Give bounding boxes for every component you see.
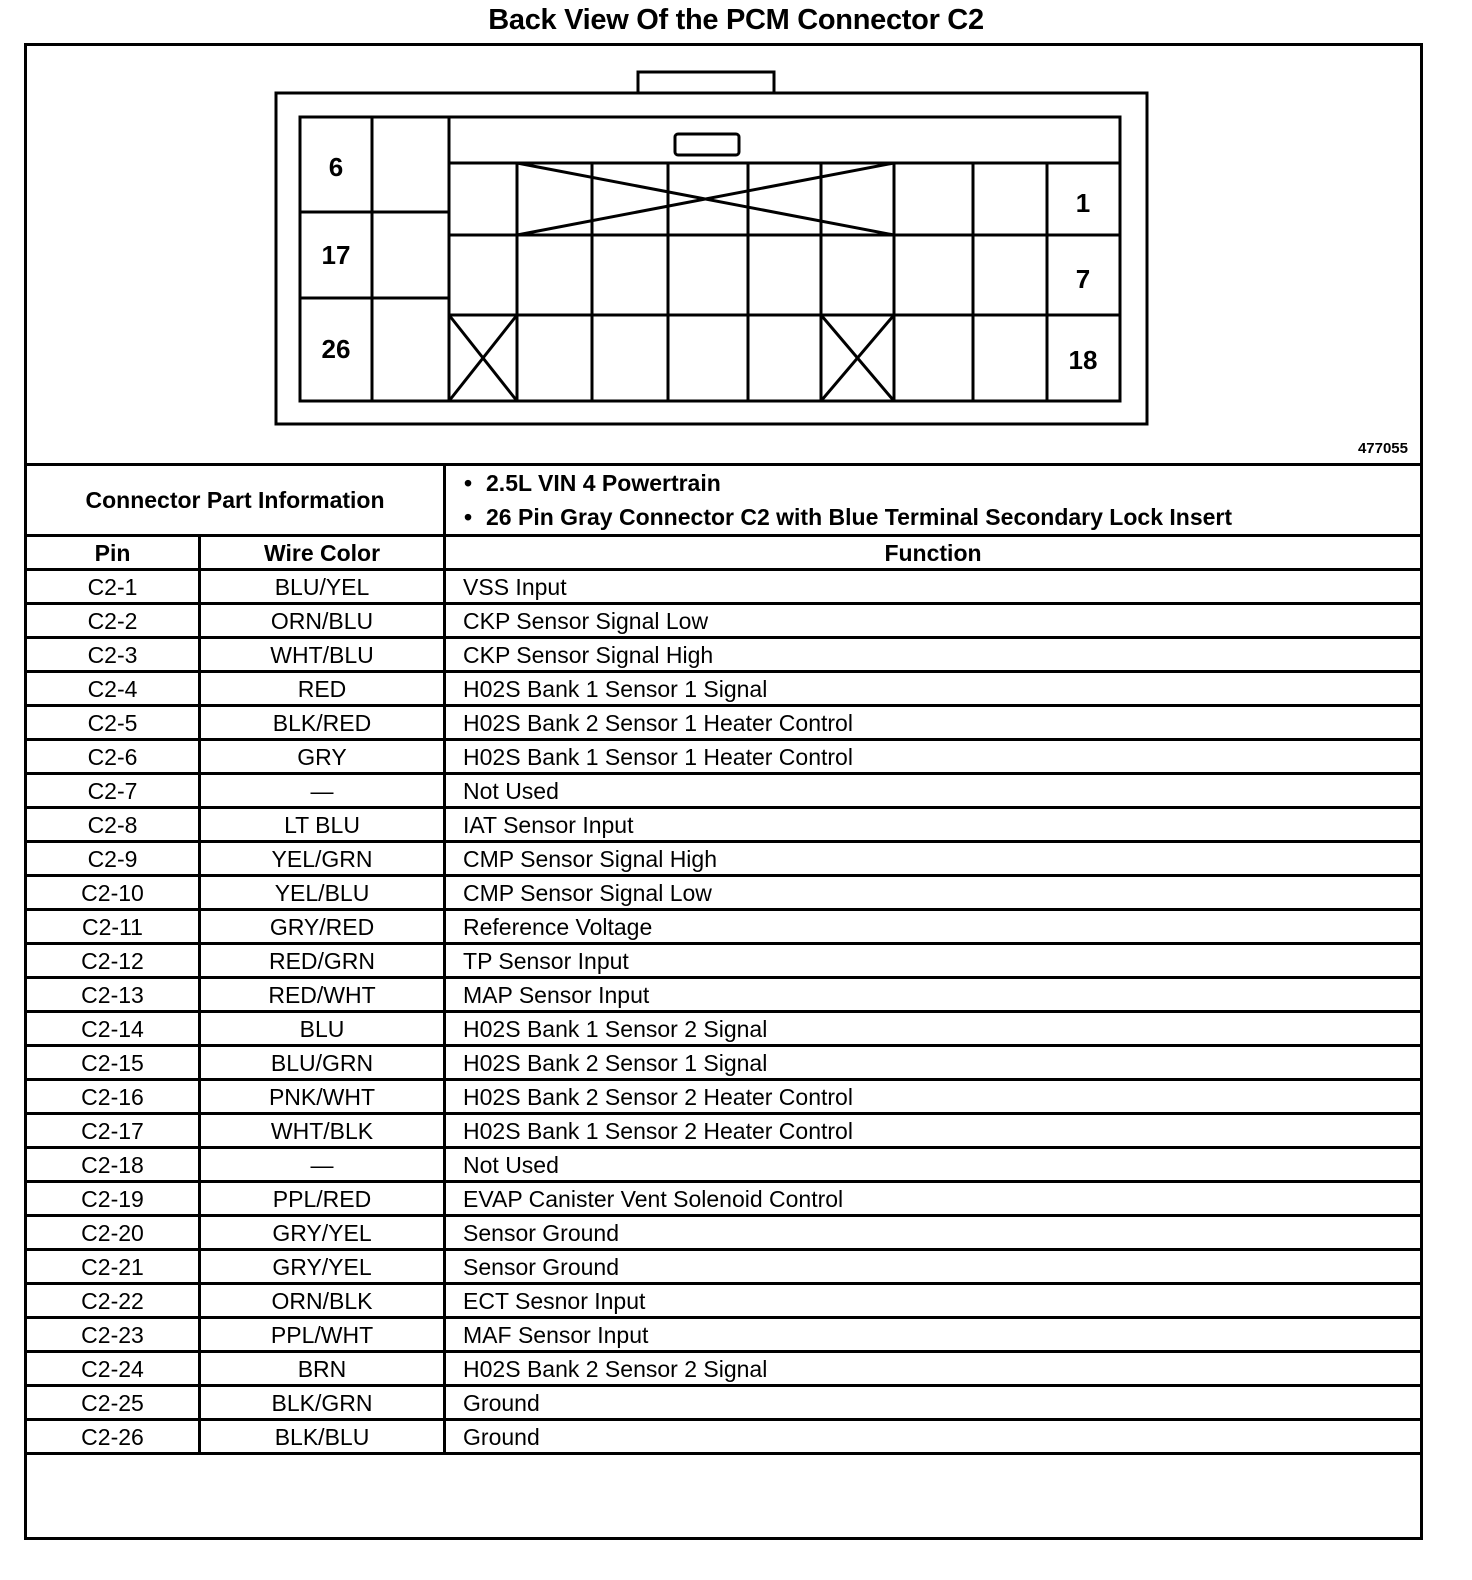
pin-cell: C2-15 [26,1046,200,1080]
function-cell: H02S Bank 1 Sensor 2 Signal [445,1012,1422,1046]
pin-cell: C2-21 [26,1250,200,1284]
wire-color-cell: BLU/GRN [200,1046,445,1080]
wire-color-cell: — [200,1148,445,1182]
wire-color-cell: PNK/WHT [200,1080,445,1114]
pin-label: 7 [1075,264,1091,294]
lock-slot [675,134,739,155]
pin-cell: C2-8 [26,808,200,842]
pin-cell: C2-14 [26,1012,200,1046]
table-row [26,842,1422,876]
pin-cell: C2-16 [26,1080,200,1114]
table-row [26,638,1422,672]
table-row [26,1216,1422,1250]
connector-info-item: • 26 Pin Gray Connector C2 with Blue Terminal Secondary Lock Insert [486,500,1420,534]
wire-color-cell: YEL/GRN [200,842,445,876]
table-row [26,1318,1422,1352]
connector-frame [24,43,1423,1540]
function-cell: Sensor Ground [445,1250,1422,1284]
pin-cell: C2-12 [26,944,200,978]
function-cell: H02S Bank 1 Sensor 1 Signal [445,672,1422,706]
pin-table [24,463,1423,1455]
wire-color-cell: GRY/YEL [200,1250,445,1284]
pin-cell: C2-9 [26,842,200,876]
pin-cell: C2-2 [26,604,200,638]
table-row [26,1080,1422,1114]
function-cell: IAT Sensor Input [445,808,1422,842]
table-row [26,1012,1422,1046]
connector-info-item: • 2.5L VIN 4 Powertrain [486,466,1420,500]
table-row [26,740,1422,774]
function-cell: H02S Bank 2 Sensor 1 Heater Control [445,706,1422,740]
table-row [26,774,1422,808]
pin-cell: C2-13 [26,978,200,1012]
column-header-pin: Pin [26,536,200,570]
wire-color-cell: RED/WHT [200,978,445,1012]
pin-cell: C2-1 [26,570,200,604]
wire-color-cell: ORN/BLK [200,1284,445,1318]
wire-color-cell: BLU/YEL [200,570,445,604]
table-row [26,1182,1422,1216]
function-cell: TP Sensor Input [445,944,1422,978]
wire-color-cell: ORN/BLU [200,604,445,638]
wire-color-cell: BRN [200,1352,445,1386]
table-row [26,672,1422,706]
pin-cell: C2-7 [26,774,200,808]
table-row [26,706,1422,740]
pin-cell: C2-17 [26,1114,200,1148]
connector-latch-tab [638,72,774,93]
pin-cell: C2-18 [26,1148,200,1182]
function-cell: H02S Bank 2 Sensor 1 Signal [445,1046,1422,1080]
connector-info-label: Connector Part Information [26,465,445,536]
table-row [26,1420,1422,1454]
function-cell: H02S Bank 1 Sensor 1 Heater Control [445,740,1422,774]
function-cell: ECT Sesnor Input [445,1284,1422,1318]
connector-face-drawing [27,46,1420,464]
pin-cell: C2-20 [26,1216,200,1250]
pin-cell: C2-24 [26,1352,200,1386]
function-cell: CKP Sensor Signal Low [445,604,1422,638]
table-row [26,1386,1422,1420]
function-cell: MAF Sensor Input [445,1318,1422,1352]
pin-label: 1 [1075,188,1091,218]
wire-color-cell: YEL/BLU [200,876,445,910]
table-row [26,1284,1422,1318]
wire-color-cell: — [200,774,445,808]
function-cell: CKP Sensor Signal High [445,638,1422,672]
pin-cell: C2-11 [26,910,200,944]
pin-cell: C2-3 [26,638,200,672]
pin-cell: C2-22 [26,1284,200,1318]
wire-color-cell: BLK/GRN [200,1386,445,1420]
connector-diagram [27,46,1420,464]
function-cell: CMP Sensor Signal High [445,842,1422,876]
function-cell: H02S Bank 1 Sensor 2 Heater Control [445,1114,1422,1148]
pin-cell: C2-5 [26,706,200,740]
table-row [26,570,1422,604]
function-cell: EVAP Canister Vent Solenoid Control [445,1182,1422,1216]
pin-cell: C2-25 [26,1386,200,1420]
function-cell: MAP Sensor Input [445,978,1422,1012]
table-row [26,1114,1422,1148]
function-cell: VSS Input [445,570,1422,604]
pin-label: 17 [321,240,351,270]
connector-info-list [445,465,1422,536]
pin-label: 6 [328,152,344,182]
pin-label: 26 [321,334,351,364]
wire-color-cell: RED/GRN [200,944,445,978]
function-cell: H02S Bank 2 Sensor 2 Heater Control [445,1080,1422,1114]
wire-color-cell: PPL/WHT [200,1318,445,1352]
wire-color-cell: WHT/BLK [200,1114,445,1148]
wire-color-cell: GRY/RED [200,910,445,944]
table-row [26,1148,1422,1182]
wire-color-cell: PPL/RED [200,1182,445,1216]
wire-color-cell: BLU [200,1012,445,1046]
pin-cell: C2-23 [26,1318,200,1352]
wire-color-cell: GRY/YEL [200,1216,445,1250]
function-cell: Sensor Ground [445,1216,1422,1250]
table-row [26,604,1422,638]
column-header-wire-color: Wire Color [200,536,445,570]
function-cell: Not Used [445,1148,1422,1182]
wire-color-cell: BLK/RED [200,706,445,740]
column-header-function: Function [445,536,1422,570]
table-row [26,1250,1422,1284]
pin-cell: C2-19 [26,1182,200,1216]
function-cell: Reference Voltage [445,910,1422,944]
connector-info-row [26,465,1422,536]
table-row [26,944,1422,978]
function-cell: CMP Sensor Signal Low [445,876,1422,910]
wire-color-cell: RED [200,672,445,706]
wire-color-cell: LT BLU [200,808,445,842]
wire-color-cell: WHT/BLU [200,638,445,672]
terminal-block [300,117,1120,401]
figure-number: 477055 [1357,440,1408,457]
table-row [26,808,1422,842]
pin-cell: C2-4 [26,672,200,706]
pin-cell: C2-6 [26,740,200,774]
table-header-row [26,536,1422,570]
table-row [26,1352,1422,1386]
function-cell: H02S Bank 2 Sensor 2 Signal [445,1352,1422,1386]
pin-cell: C2-10 [26,876,200,910]
connector-housing [276,93,1147,424]
table-row [26,910,1422,944]
table-row [26,876,1422,910]
table-row [26,1046,1422,1080]
function-cell: Ground [445,1420,1422,1454]
function-cell: Ground [445,1386,1422,1420]
pin-label: 18 [1068,345,1098,375]
wire-color-cell: GRY [200,740,445,774]
table-row [26,978,1422,1012]
wire-color-cell: BLK/BLU [200,1420,445,1454]
function-cell: Not Used [445,774,1422,808]
pin-cell: C2-26 [26,1420,200,1454]
page-title: Back View Of the PCM Connector C2 [488,4,984,36]
